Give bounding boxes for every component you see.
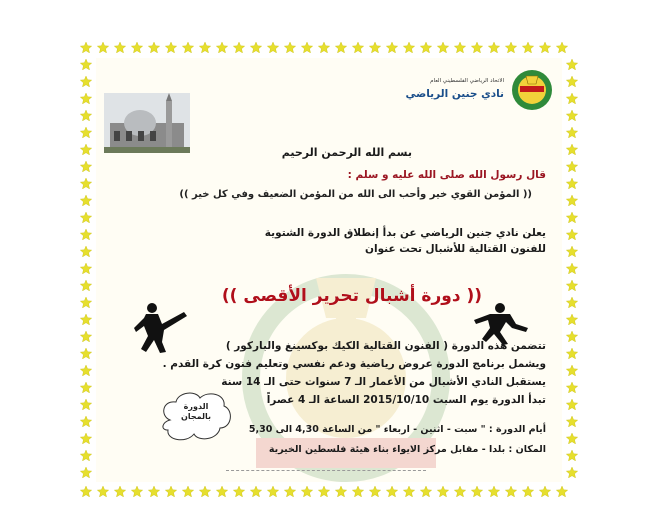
club-logo-icon	[510, 68, 554, 112]
border-star	[80, 195, 91, 206]
border-star	[284, 42, 295, 53]
border-star	[80, 246, 91, 257]
border-star	[250, 486, 261, 497]
border-star	[250, 42, 261, 53]
border-star	[566, 161, 577, 172]
border-star	[369, 486, 380, 497]
border-star	[369, 42, 380, 53]
border-star	[471, 42, 482, 53]
detail-line-3: يستقبل النادي الأشبال من الأعمار الـ 7 سنوات حتى الـ 14 سنة	[221, 376, 546, 388]
parkour-silhouette-icon	[470, 298, 532, 346]
border-star	[301, 42, 312, 53]
detail-line-6: المكان : بلدا - مقابل مركز الايواء بناء هيئة فلسطين الخيرية	[268, 444, 546, 455]
border-star	[566, 348, 577, 359]
border-star	[505, 42, 516, 53]
border-star	[233, 486, 244, 497]
border-star	[182, 42, 193, 53]
border-star	[566, 229, 577, 240]
announcement-line-2: للفنون القتالية للأشبال تحت عنوان	[365, 243, 546, 255]
border-star	[386, 486, 397, 497]
detail-line-4: تبدأ الدورة يوم السبت 2015/10/10 الساعة الـ 4 عصراً	[266, 394, 546, 406]
flyer-paper	[96, 58, 562, 482]
border-star	[114, 486, 125, 497]
border-star	[80, 467, 91, 478]
border-star	[267, 486, 278, 497]
border-star	[566, 399, 577, 410]
hadith-text: (( المؤمن القوي خير وأحب الى الله من المؤمن الضعيف وفي كل خير ))	[179, 189, 532, 200]
border-star	[148, 486, 159, 497]
border-star	[566, 416, 577, 427]
border-star	[80, 178, 91, 189]
border-star	[267, 42, 278, 53]
border-star	[566, 178, 577, 189]
border-star	[318, 486, 329, 497]
course-title: (( دورة أشبال تحرير الأقصى ))	[221, 286, 482, 306]
border-star	[437, 486, 448, 497]
border-star	[318, 42, 329, 53]
border-star	[471, 486, 482, 497]
border-star	[80, 263, 91, 274]
club-subtitle: الاتحاد الرياضي الفلسطيني العام	[430, 78, 504, 84]
border-star	[566, 212, 577, 223]
basmala: بسم الله الرحمن الرحيم	[281, 146, 412, 159]
border-star	[131, 42, 142, 53]
detail-line-1: تتضمن هذه الدورة ( الفنون القتالية الكيك بوكسينغ والباركور )	[225, 340, 546, 352]
border-star	[505, 486, 516, 497]
free-course-text: الدورة بالمجان	[181, 402, 211, 421]
mosque-image	[104, 93, 190, 153]
border-star	[488, 486, 499, 497]
border-star	[80, 229, 91, 240]
detail-line-2: ويشمل برنامج الدورة عروض رياضية ودعم نفسي وتعليم فنون كرة القدم .	[162, 358, 546, 370]
border-star	[182, 486, 193, 497]
border-star	[454, 42, 465, 53]
border-star	[80, 416, 91, 427]
border-star	[566, 280, 577, 291]
border-star	[454, 486, 465, 497]
kickboxer-silhouette-icon	[132, 298, 190, 354]
border-star	[148, 42, 159, 53]
border-star	[566, 246, 577, 257]
border-star	[165, 486, 176, 497]
border-star	[352, 42, 363, 53]
border-star	[80, 280, 91, 291]
border-star	[80, 450, 91, 461]
border-star	[403, 42, 414, 53]
border-star	[352, 486, 363, 497]
border-star	[131, 486, 142, 497]
border-star	[566, 263, 577, 274]
border-star	[420, 42, 431, 53]
border-star	[80, 212, 91, 223]
border-star	[566, 314, 577, 325]
border-star	[284, 486, 295, 497]
border-star	[80, 382, 91, 393]
border-star	[420, 486, 431, 497]
border-star	[488, 42, 499, 53]
border-star	[80, 144, 91, 155]
border-star	[80, 93, 91, 104]
bottom-divider	[226, 470, 426, 471]
border-star	[301, 486, 312, 497]
border-star	[437, 42, 448, 53]
border-star	[216, 42, 227, 53]
border-star	[386, 42, 397, 53]
border-star	[403, 486, 414, 497]
border-star	[80, 127, 91, 138]
border-star	[566, 297, 577, 308]
club-name: نادي جنين الرياضي	[405, 88, 504, 100]
border-star	[80, 161, 91, 172]
border-star	[80, 486, 91, 497]
border-star	[566, 331, 577, 342]
border-star	[335, 42, 346, 53]
border-star	[80, 399, 91, 410]
border-star	[80, 59, 91, 70]
border-star	[556, 42, 567, 53]
border-star	[566, 382, 577, 393]
border-star	[539, 42, 550, 53]
border-star	[566, 467, 577, 478]
border-star	[566, 110, 577, 121]
border-star	[199, 486, 210, 497]
border-star	[97, 486, 108, 497]
border-star	[97, 42, 108, 53]
border-star	[80, 348, 91, 359]
border-star	[566, 93, 577, 104]
border-star	[165, 42, 176, 53]
border-star	[539, 486, 550, 497]
hadith-intro: قال رسول الله صلى الله عليه و سلم :	[347, 169, 546, 181]
border-star	[566, 195, 577, 206]
border-star	[80, 42, 91, 53]
border-star	[80, 331, 91, 342]
border-star	[199, 42, 210, 53]
border-star	[566, 59, 577, 70]
border-star	[80, 297, 91, 308]
border-star	[80, 110, 91, 121]
border-star	[114, 42, 125, 53]
border-star	[566, 76, 577, 87]
border-star	[80, 365, 91, 376]
border-star	[522, 42, 533, 53]
border-star	[566, 365, 577, 376]
border-star	[335, 486, 346, 497]
border-star	[80, 76, 91, 87]
border-star	[80, 433, 91, 444]
border-star	[216, 486, 227, 497]
border-star	[233, 42, 244, 53]
announcement-line-1: يعلن نادي جنين الرياضي عن بدأ إنطلاق الدورة الشتوية	[264, 227, 546, 239]
border-star	[522, 486, 533, 497]
border-star	[566, 127, 577, 138]
border-star	[80, 314, 91, 325]
border-star	[566, 450, 577, 461]
border-star	[566, 144, 577, 155]
border-star	[566, 433, 577, 444]
detail-line-5: أيام الدورة : " سبت - اثنين - اربعاء " من الساعة 4,30 الى 5,30	[248, 424, 546, 435]
flyer-frame	[78, 40, 580, 500]
border-star	[556, 486, 567, 497]
